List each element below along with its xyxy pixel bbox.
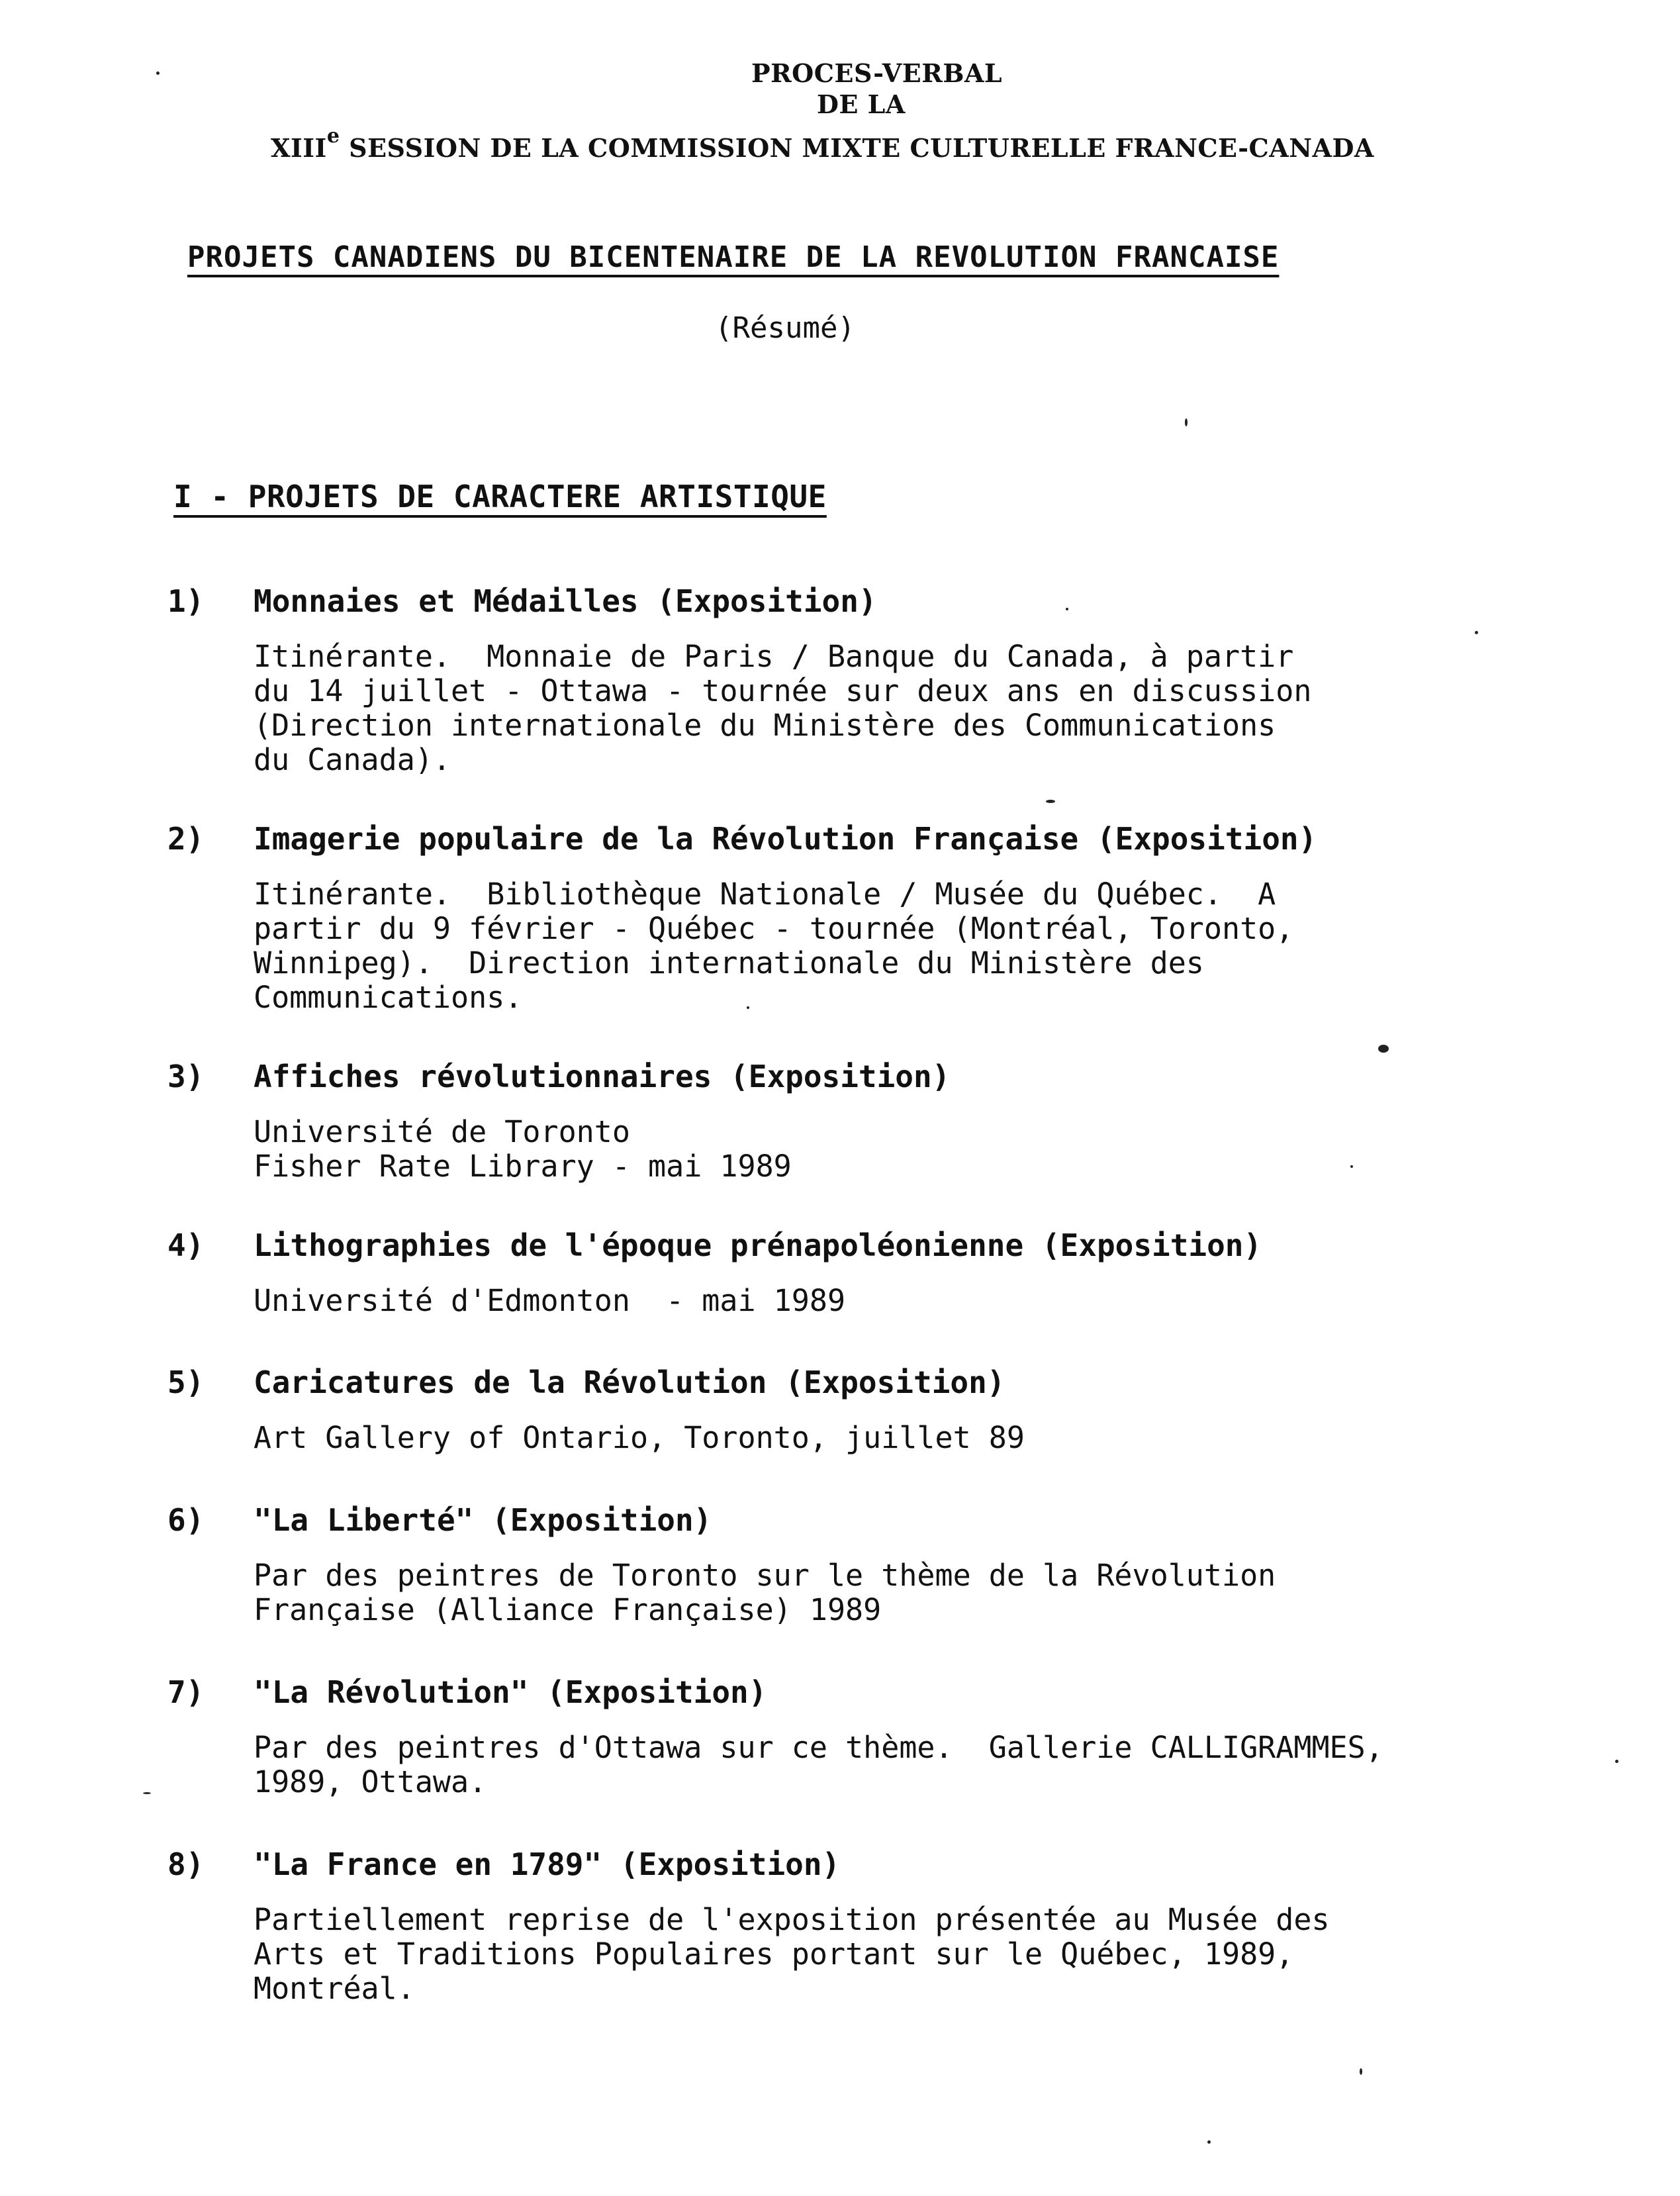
scan-speck — [1046, 800, 1055, 803]
header-line-1: PROCES-VERBAL — [751, 58, 1003, 88]
scan-speck — [1475, 631, 1478, 634]
item-number: 7) — [167, 1674, 205, 1710]
item-body: Partiellement reprise de l'exposition présentée au Musée des Arts et Traditions Populaires portant sur le Québec, 1989, Montréal. — [254, 1902, 1330, 2006]
document-subtitle: (Résumé) — [715, 311, 855, 345]
item-body: Itinérante. Monnaie de Paris / Banque du Canada, à partir du 14 juillet - Ottawa - tournée sur deux ans en discussion (Direction internationale du Ministère des Communications du Canada). — [254, 639, 1312, 777]
scan-speck — [747, 1006, 749, 1009]
item-body: Université de Toronto Fisher Rate Library - mai 1989 — [254, 1114, 792, 1184]
item-number: 3) — [167, 1059, 205, 1094]
header-line-3 — [271, 124, 1374, 163]
header-session-text: SESSION DE LA COMMISSION MIXTE CULTURELLE FRANCE-CANADA — [340, 133, 1374, 163]
scan-speck — [1615, 1760, 1618, 1763]
scan-speck — [1378, 1045, 1389, 1053]
item-body: Par des peintres d'Ottawa sur ce thème. Gallerie CALLIGRAMMES, 1989, Ottawa. — [254, 1730, 1383, 1799]
scan-speck — [143, 1792, 151, 1794]
list-item — [167, 820, 1624, 1015]
item-heading: Imagerie populaire de la Révolution Française (Exposition) — [254, 821, 1317, 857]
list-item — [167, 1227, 1624, 1318]
scan-speck — [1207, 2140, 1211, 2144]
scan-speck — [1066, 608, 1068, 610]
item-number: 1) — [167, 583, 205, 619]
scan-speck — [1360, 2068, 1362, 2075]
item-body: Art Gallery of Ontario, Toronto, juillet 89 — [254, 1420, 1025, 1455]
list-item — [167, 1058, 1624, 1184]
item-heading: Lithographies de l'époque prénapoléonienne (Exposition) — [254, 1227, 1262, 1263]
item-number: 8) — [167, 1846, 205, 1882]
item-number: 5) — [167, 1364, 205, 1400]
item-body: Par des peintres de Toronto sur le thème de la Révolution Française (Alliance Française) 1989 — [254, 1558, 1276, 1627]
item-number: 6) — [167, 1502, 205, 1538]
item-heading: Affiches révolutionnaires (Exposition) — [254, 1059, 951, 1094]
item-heading: "La Liberté" (Exposition) — [254, 1502, 712, 1538]
section-heading: I - PROJETS DE CARACTERE ARTISTIQUE — [173, 479, 827, 514]
list-item — [167, 1846, 1624, 2006]
scan-speck — [156, 72, 160, 75]
item-heading: "La Révolution" (Exposition) — [254, 1674, 767, 1710]
item-heading: Caricatures de la Révolution (Exposition) — [254, 1364, 1005, 1400]
list-item — [167, 1364, 1624, 1455]
list-item — [167, 1502, 1624, 1627]
item-heading: Monnaies et Médailles (Exposition) — [254, 583, 877, 619]
item-number: 2) — [167, 821, 205, 857]
list-item — [167, 583, 1624, 777]
scan-speck — [1185, 418, 1188, 426]
item-number: 4) — [167, 1227, 205, 1263]
document-title: PROJETS CANADIENS DU BICENTENAIRE DE LA REVOLUTION FRANCAISE — [187, 240, 1280, 274]
item-body: Itinérante. Bibliothèque Nationale / Musée du Québec. A partir du 9 février - Québec - tournée (Montréal, Toronto, Winnipeg). Direction internationale du Ministère des Communications. — [254, 877, 1294, 1015]
item-body: Université d'Edmonton - mai 1989 — [254, 1283, 846, 1318]
header-session-number: XIII — [271, 133, 327, 163]
header-line-2: DE LA — [817, 89, 906, 119]
scan-speck — [1350, 1165, 1353, 1168]
list-item — [167, 1674, 1624, 1799]
header-session-suffix: e — [326, 124, 340, 148]
item-heading: "La France en 1789" (Exposition) — [254, 1846, 841, 1882]
